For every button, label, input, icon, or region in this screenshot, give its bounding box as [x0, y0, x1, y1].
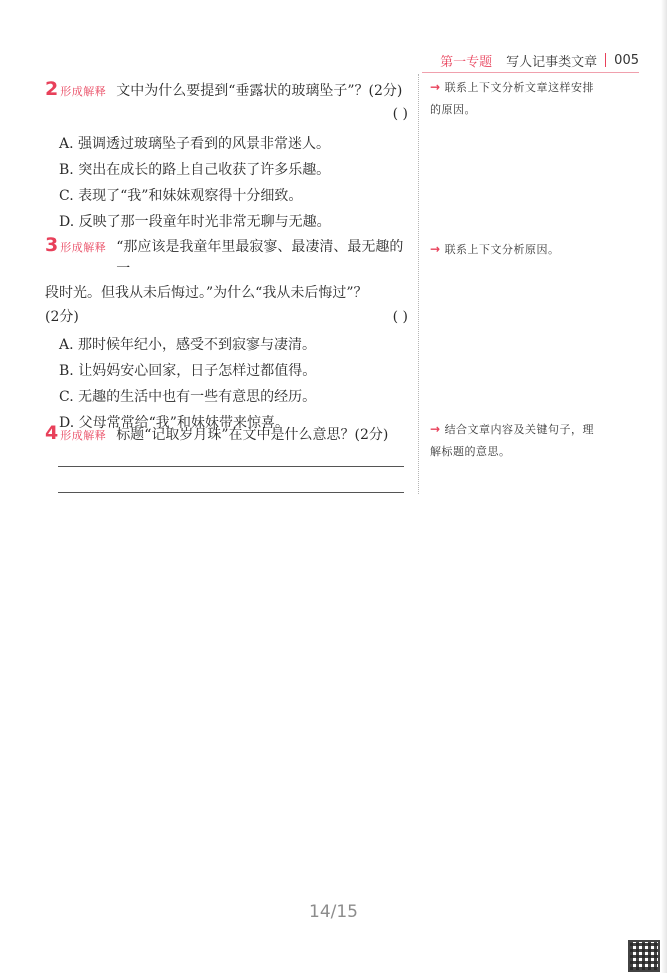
question-tag: 形成解释 — [60, 429, 107, 442]
option-d: D. 父母常常给“我”和妹妹带来惊喜。 — [59, 415, 289, 431]
question-4-stem — [45, 422, 410, 447]
question-3 — [45, 234, 410, 436]
qr-code-icon — [628, 940, 660, 972]
option-a: A. 强调透过玻璃坠子看到的风景非常迷人。 — [59, 136, 331, 152]
question-tag: 形成解释 — [60, 85, 107, 98]
question-text: 文中为什么要提到“垂露状的玻璃坠子”？(2分) — [116, 83, 403, 99]
option-c: C. 无趣的生活中也有一些有意思的经历。 — [59, 389, 317, 405]
question-2 — [45, 78, 410, 235]
header-separator — [605, 53, 606, 67]
header-series: 第一专题 — [440, 54, 493, 70]
option-a: A. 那时候年纪小，感受不到寂寥与凄清。 — [59, 337, 317, 353]
page-indicator: 14/15 — [309, 902, 358, 922]
answer-paren-row — [45, 103, 410, 125]
header-rule — [422, 72, 639, 73]
answer-paren[interactable]: ( ) — [392, 309, 408, 325]
option-c: C. 表现了“我”和妹妹观察得十分细致。 — [59, 188, 303, 204]
question-number: 3 — [45, 234, 59, 256]
question-4 — [45, 422, 410, 447]
answer-paren-row — [45, 306, 410, 328]
tip-question-2: → 联系上下文分析文章这样安排 的原因。 — [430, 80, 595, 116]
question-score: (2分) — [45, 309, 79, 325]
question-number: 2 — [45, 78, 59, 100]
answer-paren[interactable]: ( ) — [392, 106, 408, 122]
question-text-cont: 段时光。但我从未后悔过。”为什么“我从未后悔过”？ — [45, 285, 368, 301]
column-divider — [418, 74, 419, 494]
answer-line-1[interactable] — [58, 466, 404, 467]
page-header — [440, 50, 639, 70]
header-title: 写人记事类文章 — [506, 54, 598, 70]
tip-question-4: → 结合文章内容及关键句子，理 解标题的意思。 — [430, 422, 595, 458]
answer-line-2[interactable] — [58, 492, 404, 493]
page-edge-shadow — [661, 0, 667, 973]
header-page-number: 005 — [614, 52, 639, 68]
question-3-stem — [45, 234, 410, 280]
question-text: “那应该是我童年里最寂寥、最凄清、最无趣的一 — [116, 239, 404, 277]
arrow-right-icon: → — [430, 80, 441, 94]
option-b: B. 让妈妈安心回家，日子怎样过都值得。 — [59, 363, 317, 379]
option-d: D. 反映了那一段童年时光非常无聊与无趣。 — [59, 214, 331, 230]
question-tag: 形成解释 — [60, 241, 107, 254]
option-b: B. 突出在成长的路上自己收获了许多乐趣。 — [59, 162, 331, 178]
question-2-stem — [45, 78, 410, 103]
arrow-right-icon: → — [430, 242, 441, 256]
tip-question-3: → 联系上下文分析原因。 — [430, 242, 560, 256]
question-number: 4 — [45, 422, 59, 444]
question-text: 标题“记取岁月珠”在文中是什么意思？(2分) — [116, 427, 389, 443]
arrow-right-icon: → — [430, 422, 441, 436]
